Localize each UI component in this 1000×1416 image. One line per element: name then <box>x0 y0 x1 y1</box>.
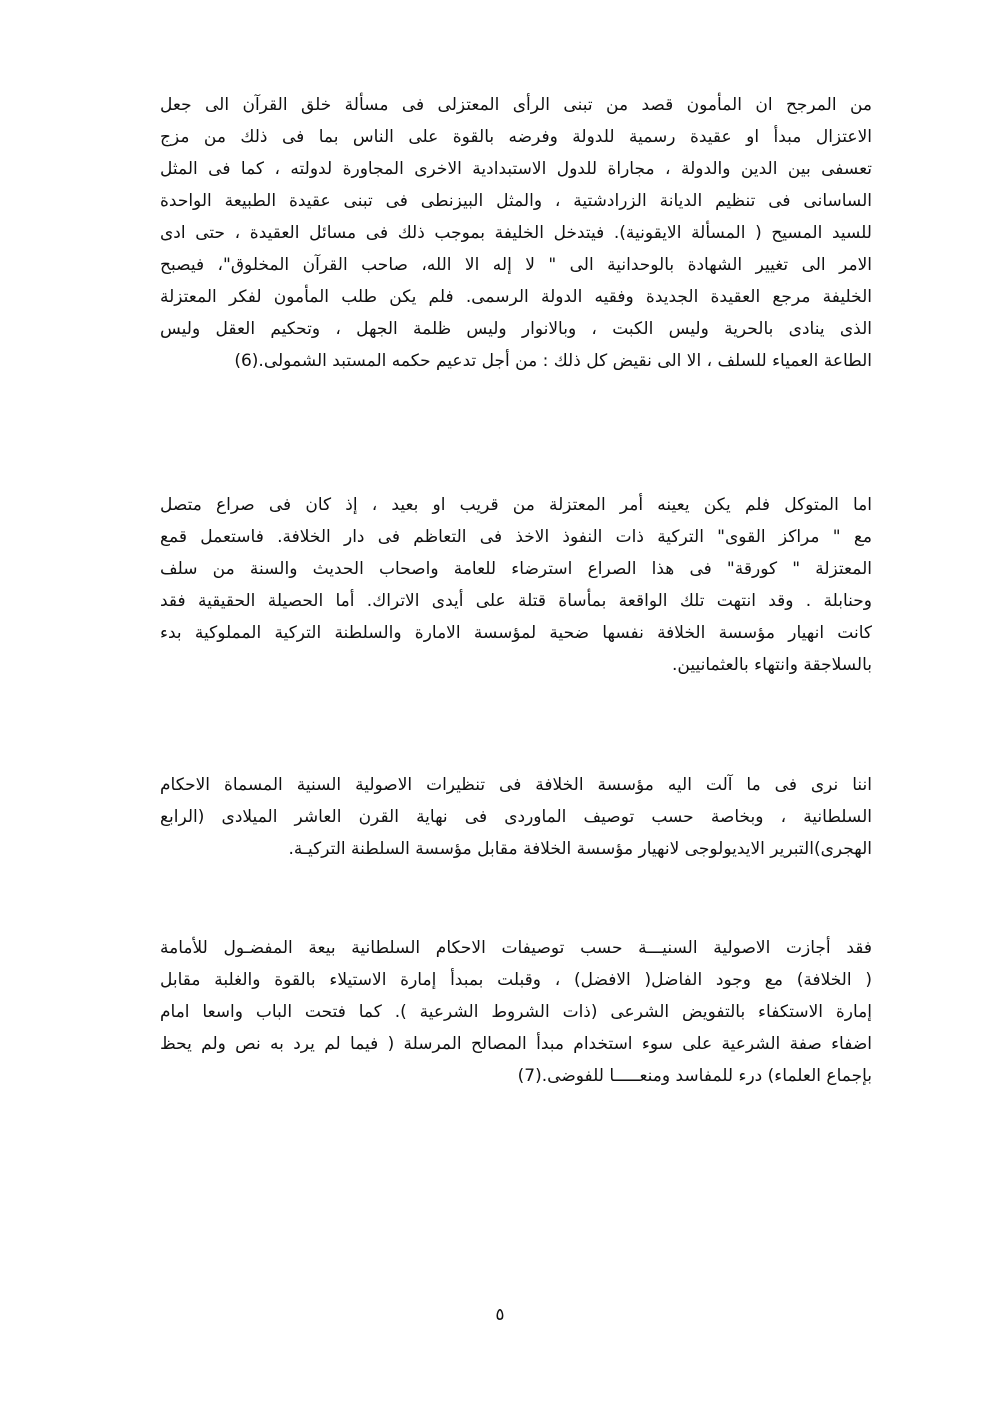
text-line: المعتزلة " كورقة" فى هذا الصراع استرضاء للعامة واصحاب الحديث والسنة من سلف <box>160 559 872 579</box>
text-line: فقد أجازت الاصولية السنيـــة حسب توصيفات الاحكام السلطانية بيعة المفضـول للأمامة <box>160 938 872 958</box>
text-line: الساسانى فى تنظيم الديانة الزرادشتية ، والمثل البيزنطى فى تبنى عقيدة الطبيعة الواحدة <box>160 191 872 211</box>
text-line: اضفاء صفة الشرعية على سوء استخدام مبدأ المصالح المرسلة ( فيما لم يرد به نص ولم يحظ <box>160 1034 872 1054</box>
text-line: ( الخلافة) مع وجود الفاضل( الافضل) ، وقبلت بمبدأ إمارة الاستيلاء بالقوة والغلبة مقابل <box>160 970 872 990</box>
text-line: اما المتوكل فلم يكن يعينه أمر المعتزلة من قريب او بعيد ، إذ كان فى صراع متصل <box>160 495 872 515</box>
page-number: ٥ <box>495 1305 505 1325</box>
text-line: الخليفة مرجع العقيدة الجديدة وفقيه الدولة الرسمى. فلم يكن طلب المأمون لفكر المعتزلة <box>160 287 872 307</box>
text-line: بالسلاجقة وانتهاء بالعثمانيين. <box>672 655 872 675</box>
text-line: كانت انهيار مؤسسة الخلافة نفسها ضحية لمؤسسة الامارة والسلطنة التركية المملوكية بدء <box>160 623 872 643</box>
paragraph-mamun-mutazila <box>160 89 872 377</box>
text-line: الامر الى تغيير الشهادة بالوحدانية الى " لا إله الا الله، صاحب القرآن المخلوق"، فيصبح <box>160 255 872 275</box>
text-line: وحنابلة . وقد انتهت تلك الواقعة بمأساة قتلة على أيدى الاتراك. أما الحصيلة الحقيقية فقد <box>160 591 872 611</box>
text-line: الهجرى)التبرير الايديولوجى لانهيار مؤسسة الخلافة مقابل مؤسسة السلطنة التركيـة. <box>288 839 872 859</box>
text-line: مع " مراكز القوى" التركية ذات النفوذ الاخذ فى التعاظم فى دار الخلافة. فاستعمل قمع <box>160 527 872 547</box>
text-line: من المرجح ان المأمون قصد من تبنى الرأى المعتزلى فى مسألة خلق القرآن الى جعل <box>160 95 872 115</box>
paragraph-mutawakkil <box>160 489 872 681</box>
text-line: الاعتزال مبدأ او عقيدة رسمية للدولة وفرضه بالقوة على الناس بما فى ذلك من مزج <box>160 127 872 147</box>
text-line: الطاعة العمياء للسلف ، الا الى نقيض كل ذلك : من أجل تدعيم حكمه المستبد الشمولى.(6) <box>234 351 872 371</box>
text-line: إمارة الاستكفاء بالتفويض الشرعى (ذات الشروط الشرعية ). كما فتحت الباب واسعا امام <box>160 1002 872 1022</box>
paragraph-sunni-fundamentalism <box>160 932 872 1092</box>
text-line: السلطانية ، وبخاصة حسب توصيف الماوردى فى نهاية القرن العاشر الميلادى (الرابع <box>160 807 872 827</box>
paragraph-sultanic-rulings <box>160 769 872 865</box>
text-line: تعسفى بين الدين والدولة ، مجاراة للدول الاستبدادية الاخرى المجاورة لدولته ، كما فى المثل <box>160 159 872 179</box>
text-line: للسيد المسيح ( المسألة الايقونية). فيتدخل الخليفة بموجب ذلك فى مسائل العقيدة ، حتى ادى <box>160 223 872 243</box>
text-line: الذى ينادى بالحرية وليس الكبت ، وبالانوار وليس ظلمة الجهل ، وتحكيم العقل وليس <box>160 319 872 339</box>
text-line: بإجماع العلماء) درء للمفاسد ومنعـــــا للفوضى.(7) <box>517 1066 872 1086</box>
text-line: اننا نرى فى ما آلت اليه مؤسسة الخلافة فى تنظيرات الاصولية السنية المسماة الاحكام <box>160 775 872 795</box>
